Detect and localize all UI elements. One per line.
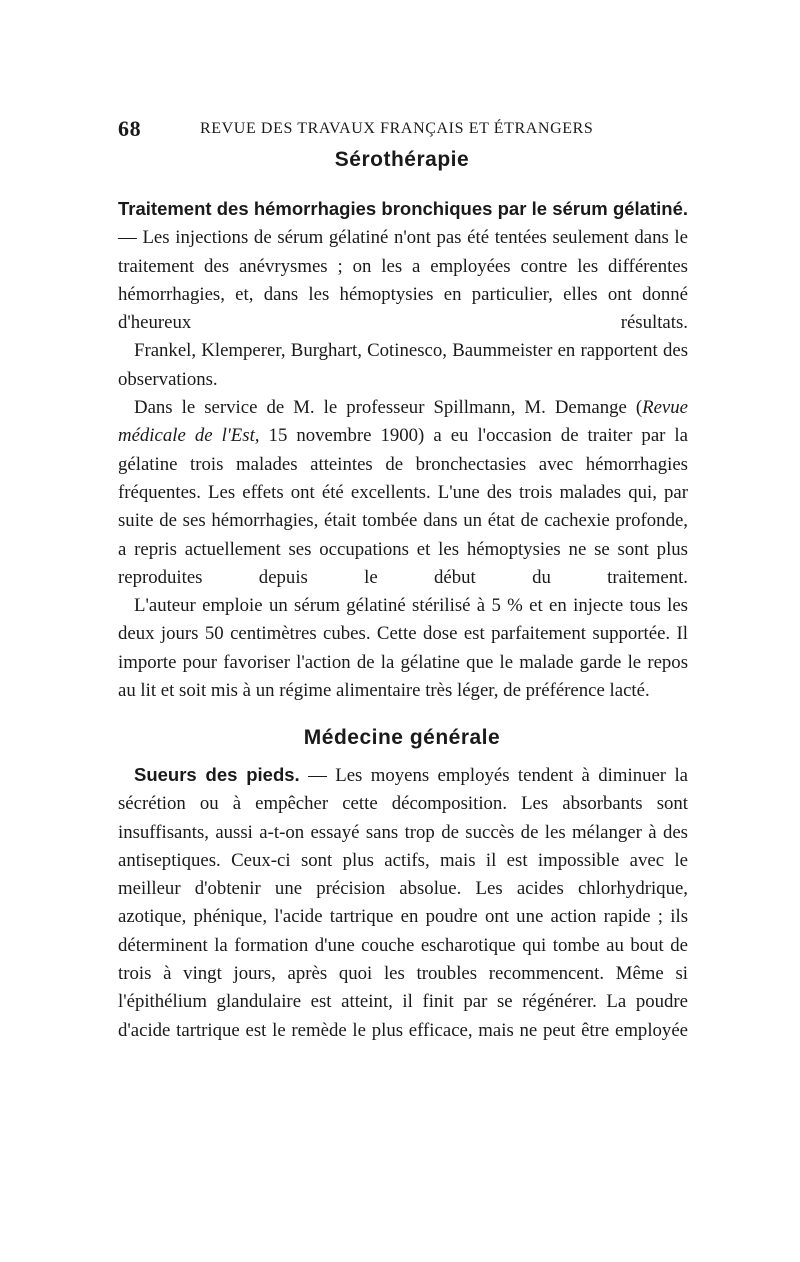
article-title: Sueurs des pieds. bbox=[134, 764, 300, 785]
running-head bbox=[118, 116, 686, 144]
paragraph-text: Frankel, Klemperer, Burghart, Cotinesco, Baummeister en rapportent des observations. bbox=[118, 340, 688, 390]
paragraph-text: Dans le service de M. le professeur Spillmann, M. Demange ( bbox=[134, 397, 643, 419]
paragraph-text: — Les moyens employés tendent à diminuer la sécrétion ou à empêcher cette décomposition. Les absorbants sont insuffisants, aussi a-t-on essayé sans trop de succès de les mélanger à des antiseptiques. Ceux-ci sont plus actifs, mais il est impossible avec le meilleur d'obtenir une précision absolue. Les acides chlorhydrique, azotique, phénique, l'acide tartrique en poudre ont une action rapide ; ils déterminent la formation d'une couche escharotique qui tombe au bout de trois à vingt jours, après quoi les troubles recommencent. Même si l'épithélium glandulaire est atteint, il finit par se régénérer. La poudre d'acide tartrique est le remède le plus efficace, mais ne peut être employée bbox=[118, 765, 688, 1041]
section-title-serotherapie: Sérothérapie bbox=[334, 148, 470, 171]
section-body-medecine-generale bbox=[118, 761, 688, 1045]
paragraph bbox=[118, 394, 688, 592]
paragraph bbox=[118, 761, 688, 1045]
paragraph bbox=[118, 195, 688, 337]
section-title-medecine-generale: Médecine générale bbox=[303, 726, 501, 749]
journal-citation: Revue médicale de l'Est, bbox=[118, 397, 688, 447]
paragraph-text: L'auteur emploie un sérum gélatiné stérilisé à 5 % et en injecte tous les deux jours 50 centimètres cubes. Cette dose est parfaitement supportée. Il importe pour favoriser l'action de la gélatine que le malade garde le repos au lit et soit mis à un régime alimentaire très léger, de préférence lacté. bbox=[118, 595, 688, 702]
running-title: REVUE DES TRAVAUX FRANÇAIS ET ÉTRANGERS bbox=[200, 120, 594, 137]
paragraph-text: 15 novembre 1900) a eu l'occasion de traiter par la gélatine trois malades atteintes de bronchectasies avec hémorrhagies fréquentes. Les effets ont été excellents. L'une des trois malades qui, par suite de ses hémorrhagies, était tombée dans un état de cachexie profonde, a repris actuellement ses occupations et les hémoptysies ne se sont plus reproduites depuis le début du traitement. bbox=[118, 425, 688, 588]
paragraph bbox=[118, 337, 688, 394]
article-title: Traitement des hémorrhagies bronchiques par le sérum gélatiné. bbox=[118, 198, 688, 219]
section-body-serotherapie bbox=[118, 195, 688, 705]
page-number: 68 bbox=[118, 116, 142, 141]
paragraph-text: — Les injections de sérum gélatiné n'ont pas été tentées seulement dans le traitement des anévrysmes ; on les a employées contre les différentes hémorrhagies, et, dans les hémoptysies en particulier, elles ont donné d'heureux résultats. bbox=[118, 227, 688, 334]
paragraph bbox=[118, 592, 688, 705]
